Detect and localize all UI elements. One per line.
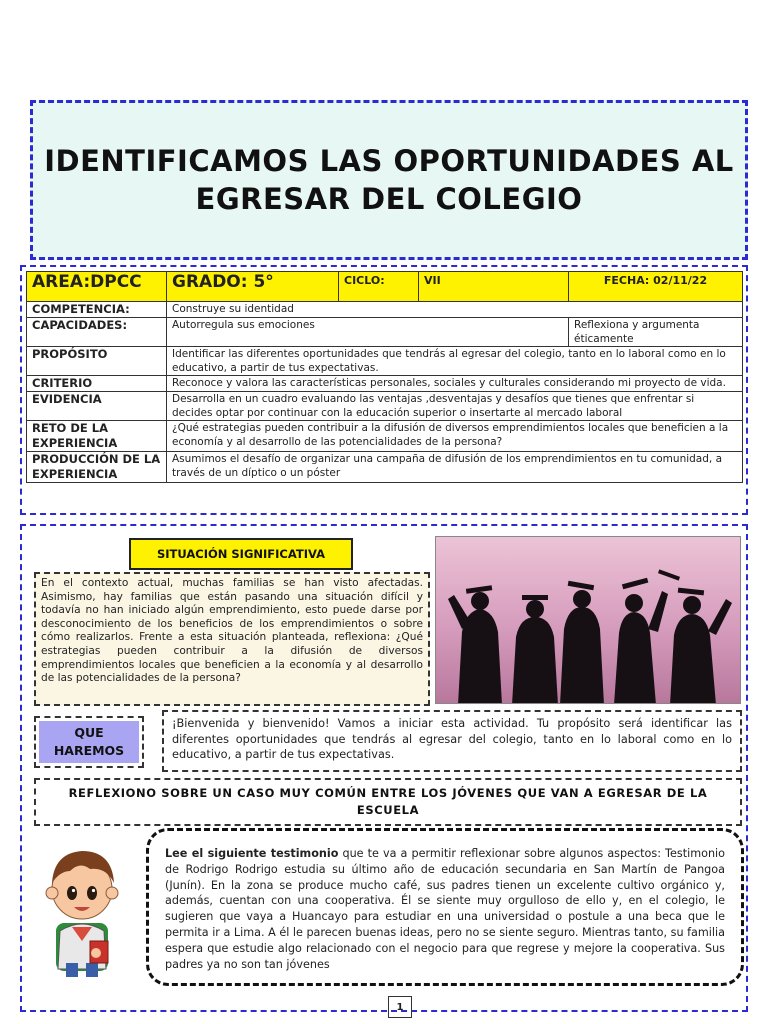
criterio-value: Reconoce y valora las características personales, sociales y culturales considerando mi proyecto de vida. — [167, 376, 743, 392]
graduates-photo — [435, 536, 741, 704]
reto-row — [27, 421, 743, 452]
page-title: IDENTIFICAMOS LAS OPORTUNIDADES AL EGRESAR DEL COLEGIO — [44, 144, 734, 216]
title-box — [30, 100, 748, 260]
criterio-label: CRITERIO — [27, 376, 167, 392]
capacidades-label: CAPACIDADES: — [27, 318, 167, 347]
evidencia-row — [27, 392, 743, 421]
evidencia-label: EVIDENCIA — [27, 392, 167, 421]
ciclo-label: CICLO: — [339, 272, 419, 302]
competencia-row — [27, 302, 743, 318]
graduates-silhouette-icon — [436, 537, 741, 704]
proposito-label: PROPÓSITO — [27, 347, 167, 376]
capacidades-row — [27, 318, 743, 347]
competencia-value: Construye su identidad — [167, 302, 743, 318]
capacidades-value-1: Autorregula sus emociones — [167, 318, 569, 347]
student-boy-icon — [32, 831, 132, 981]
reflexiono-heading: REFLEXIONO SOBRE UN CASO MUY COMÚN ENTRE LOS JÓVENES QUE VAN A EGRESAR DE LA ESCUELA — [34, 778, 742, 826]
que-haremos-label — [39, 721, 139, 763]
produccion-label: PRODUCCIÓN DE LA EXPERIENCIA — [27, 452, 167, 483]
criterio-row — [27, 376, 743, 392]
produccion-value: Asumimos el desafío de organizar una campaña de difusión de los emprendimientos en tu comunidad, a través de un díptico o un póster — [167, 452, 743, 483]
header-row — [27, 272, 743, 302]
area-cell: AREA:DPCC — [27, 272, 167, 302]
ciclo-value: VII — [419, 272, 569, 302]
reto-value: ¿Qué estrategias pueden contribuir a la difusión de diversos emprendimientos locales que beneficien a la economía y al desarrollo de las potencialidades de la persona? — [167, 421, 743, 452]
testimonio-text: que te va a permitir reflexionar sobre algunos aspectos: Testimonio de Rodrigo Rodrigo estudia su último año de educación secundaria en San Martín de Pangoa (Junín). En la zona se produce mucho café, sus padres tienen un excelente cultivo orgánico y, además, cuentan con una cooperativa. Él se siente muy orgulloso de ello y, en el colegio, le sugieren que vaya a Huancayo para estudiar en una universidad o postule a una beca que le permita ir a Lima. A él le parecen buenas ideas, pero no se siente seguro. Mientras tanto, su familia espera que estudie algo relacionado con el negocio para que regrese y mejore la cooperativa. Sus padres ya no son tan jóvenes — [165, 847, 725, 971]
testimonio-box — [146, 828, 744, 986]
info-table-wrapper — [20, 265, 748, 515]
que-haremos-line2: HAREMOS — [53, 743, 125, 758]
produccion-row — [27, 452, 743, 483]
que-haremos-box — [34, 716, 144, 768]
que-haremos-line1: QUE — [74, 725, 104, 740]
grado-cell: GRADO: 5° — [167, 272, 339, 302]
content-section — [20, 524, 748, 1012]
proposito-value: Identificar las diferentes oportunidades que tendrás al egresar del colegio, tanto en lo laboral como en lo educativo, a partir de tus expectativas. — [167, 347, 743, 376]
situacion-text: En el contexto actual, muchas familias se han visto afectadas. Asimismo, hay familias que están pasando una situación difícil y todavía no han iniciado algún emprendimiento, esto puede darse por desconocimiento de los beneficios de los emprendimientos o sobre cómo realizarlos. Frente a esta situación planteada, reflexiona: ¿Qué estrategias pueden contribuir a la difusión de diversos emprendimientos locales que beneficien a la economía y al desarrollo de las potencialidades de la persona? — [34, 572, 430, 706]
welcome-text: ¡Bienvenida y bienvenido! Vamos a iniciar esta actividad. Tu propósito será identificar las diferentes oportunidades que tendrás al egresar del colegio, tanto en lo laboral como en lo educativo, a partir de tus expectativas. — [162, 710, 742, 772]
capacidades-value-2: Reflexiona y argumenta éticamente — [569, 318, 743, 347]
reto-label: RETO DE LA EXPERIENCIA — [27, 421, 167, 452]
competencia-label: COMPETENCIA: — [27, 302, 167, 318]
situacion-label: SITUACIÓN SIGNIFICATIVA — [129, 538, 353, 570]
testimonio-lead: Lee el siguiente testimonio — [165, 847, 339, 860]
proposito-row — [27, 347, 743, 376]
student-clipart — [32, 831, 132, 981]
page-number: 1 — [388, 996, 412, 1018]
evidencia-value: Desarrolla en un cuadro evaluando las ventajas ,desventajas y desafíos que tienes que enfrentar si decides optar por continuar con la educación superior o insertarte al mercado laboral — [167, 392, 743, 421]
fecha-cell: FECHA: 02/11/22 — [569, 272, 743, 302]
info-table — [26, 271, 743, 483]
